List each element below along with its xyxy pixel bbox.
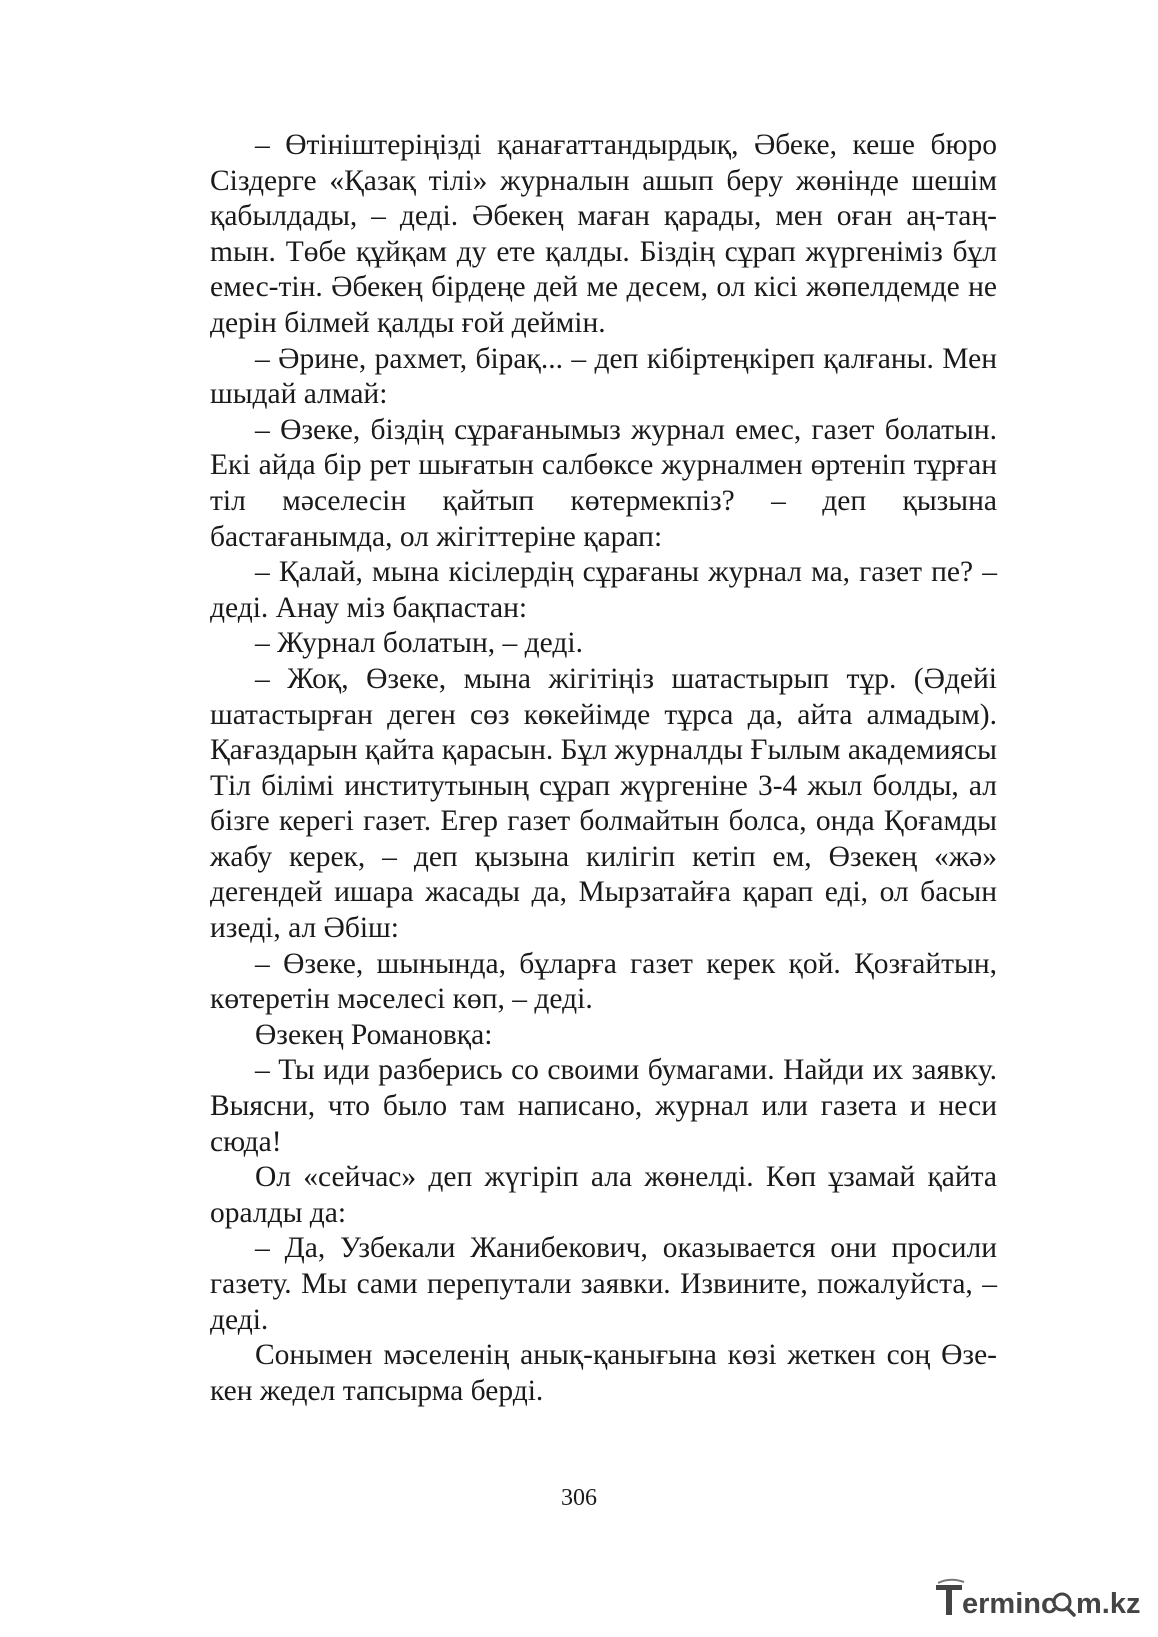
paragraph: – Өзеке, біздің сұрағанымыз журнал емес, газет болатын. Екі айда бір рет шығатын салбөксе журналмен өртеніп тұрған тіл мәселесін қайтып көтермекпіз? – деп қызына бастағанымда, ол жігіттеріне қарап: [210, 413, 997, 553]
paragraph: Сонымен мәселенің анық-қанығына көзі жеткен соң Өзекен жедел тапсырма берді. [210, 1339, 997, 1407]
paragraph: – Жоқ, Өзеке, мына жігітіңіз шатастырып тұр. (Әдейі шатастырған деген сөз көкейімде тұрса да, айта алмадым). Қағаздарын қайта қарасын. Бұл журналды Ғылым академиясы Тіл білімі институтының сұрап жүргеніне 3-4 жыл болды, ал бізге керегі газет. Егер газет болмайтын болса, онда Қоғамды жабу керек, – деп қызына килігіп кетіп ем, Өзекең «жә» дегендей ишара жасады да, Мырзатайға қарап еді, ол басын изеді, ал Әбіш: [210, 662, 997, 945]
watermark [934, 1575, 1141, 1623]
svg-text:erminc: erminc [962, 1588, 1058, 1620]
page-number: 306 [561, 1485, 597, 1511]
paragraph: – Өтініштеріңізді қанағаттандырдық, Әбеке, кеше бюро Сіздерге «Қазақ тілі» журналын ашып беру жөнінде шешім қабылдады, – деді. Әбекең маған қарады, мен оған аң-таңmын. Төбе құйқам ду ете қалды. Біздің сұрап жүргеніміз бұл емес-тін. Әбекең бірдеңе дей ме десем, ол кісі жөпелдемде не дерін білмей қалды ғой деймін. [210, 129, 997, 339]
paragraph: Ол «сейчас» деп жүгіріп ала жөнелді. Көп ұзамай қайта оралды да: [210, 1161, 997, 1229]
termincom-logo [934, 1577, 1141, 1621]
paragraph: – Журнал болатын, – деді. [255, 627, 583, 660]
paragraph: – Әрине, рахмет, бірақ... – деп кібіртеңкіреп қалғаны. Мен шыдай алмай: [210, 342, 997, 411]
paragraph: – Қалай, мына кісілердің сұрағаны журнал ма, газет пе? – деді. Анау міз бақпастан: [210, 556, 997, 624]
page-body [210, 128, 997, 1409]
paragraph: – Да, Узбекали Жанибекович, оказывается они просили газету. Мы сами перепутали заявки. Извините, пожалуйста, – деді. [210, 1232, 997, 1336]
paragraph: Өзекең Романовқа: [255, 1018, 493, 1051]
paragraph: – Ты иди разберись со своими бумагами. Найди их заявку. Выясни, что было там написано, журнал или газета и неси сюда! [210, 1054, 997, 1158]
paragraph: – Өзеке, шынында, бұларға газет керек қой. Қозғайтын, көтеретін мәселесі көп, – деді. [210, 947, 997, 1016]
watermark-text [934, 1575, 935, 1576]
svg-text:m.kz: m.kz [1076, 1588, 1141, 1620]
